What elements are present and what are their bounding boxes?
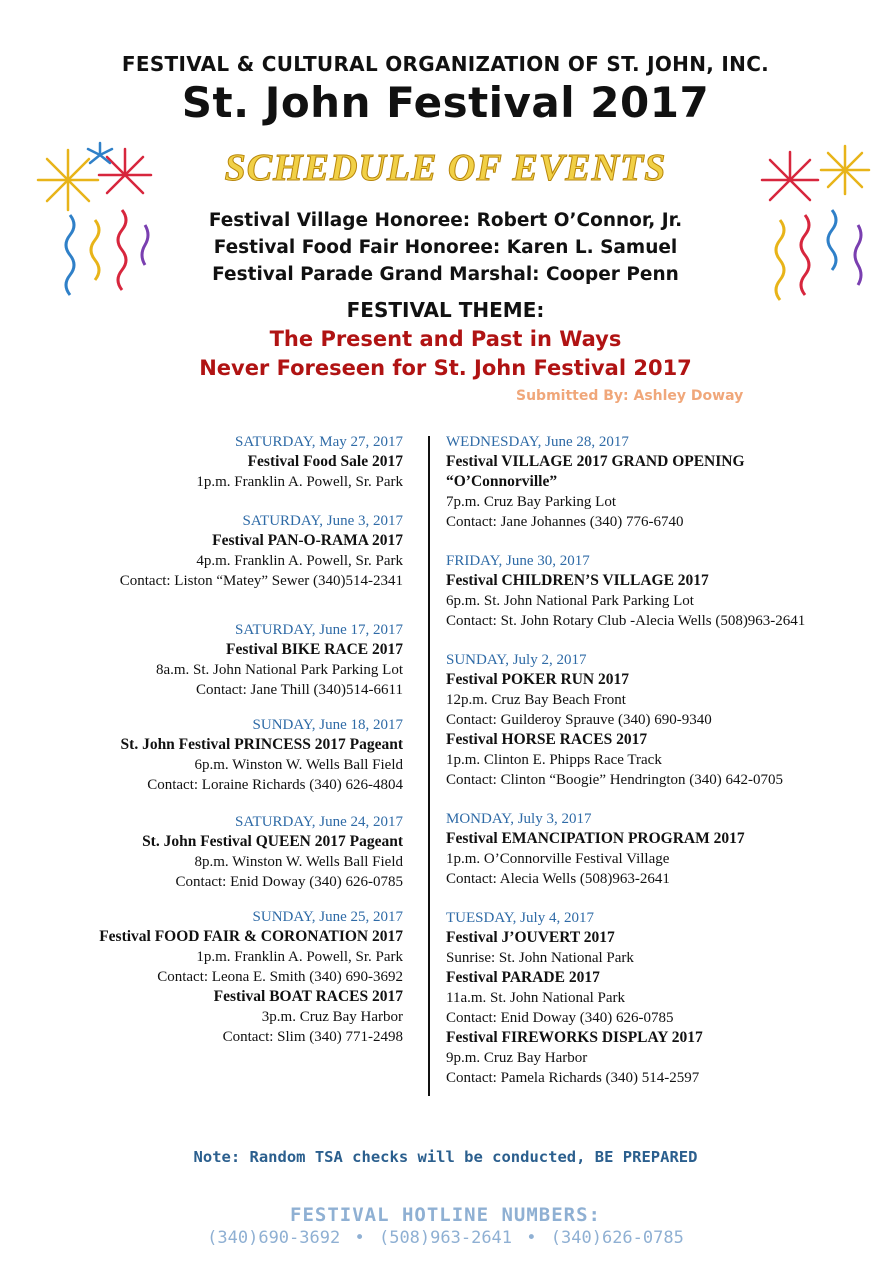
event-name: St. John Festival PRINCESS 2017 Pageant <box>120 736 403 753</box>
event-detail: 1p.m. Clinton E. Phipps Race Track <box>446 752 662 768</box>
event-name: Festival POKER RUN 2017 <box>446 671 629 688</box>
event-detail: Contact: Loraine Richards (340) 626-4804 <box>147 777 403 793</box>
event-detail: 12p.m. Cruz Bay Beach Front <box>446 692 626 708</box>
event-detail: Contact: Enid Doway (340) 626-0785 <box>175 874 403 890</box>
event-date: SATURDAY, June 17, 2017 <box>235 622 403 638</box>
event-date: SATURDAY, June 3, 2017 <box>242 513 403 529</box>
event-detail: 8p.m. Winston W. Wells Ball Field <box>194 854 403 870</box>
hotline-separator: • <box>526 1228 537 1248</box>
hotline-number: (340)690-3692 <box>207 1228 341 1248</box>
schedule-heading: SCHEDULE OF EVENTS <box>224 147 667 189</box>
event-name: Festival VILLAGE 2017 GRAND OPENING <box>446 453 745 470</box>
organization-name: FESTIVAL & CULTURAL ORGANIZATION OF ST. JOHN, INC. <box>121 52 770 76</box>
event-detail: Contact: Alecia Wells (508)963-2641 <box>446 871 670 887</box>
event-detail: Contact: Slim (340) 771-2498 <box>222 1029 403 1045</box>
event-name: Festival PARADE 2017 <box>446 969 600 986</box>
event-name: Festival Food Sale 2017 <box>247 453 403 470</box>
theme-line-1: The Present and Past in Ways <box>269 327 622 351</box>
event-name: Festival HORSE RACES 2017 <box>446 731 648 748</box>
schedule-day <box>20 511 403 591</box>
theme-line-2: Never Foreseen for St. John Festival 2017 <box>199 356 692 380</box>
honoree-village: Festival Village Honoree: Robert O’Connor, Jr. <box>208 210 683 231</box>
event-detail: 9p.m. Cruz Bay Harbor <box>446 1050 588 1066</box>
event-date: SUNDAY, July 2, 2017 <box>446 652 587 668</box>
hotline-number: (340)626-0785 <box>550 1228 684 1248</box>
schedule-left-column <box>20 432 403 1047</box>
event-detail: Contact: Jane Johannes (340) 776-6740 <box>446 514 684 530</box>
event-name: Festival EMANCIPATION PROGRAM 2017 <box>446 830 745 847</box>
page-title: St. John Festival 2017 <box>181 78 710 127</box>
event-name: Festival BOAT RACES 2017 <box>213 988 403 1005</box>
submitted-by: Submitted By: Ashley Doway <box>516 388 744 404</box>
theme-heading: FESTIVAL THEME: <box>346 298 545 322</box>
event-date: SATURDAY, May 27, 2017 <box>235 434 403 450</box>
hotline-numbers <box>0 1228 891 1248</box>
event-name: Festival PAN-O-RAMA 2017 <box>212 532 403 549</box>
hotline-number: (508)963-2641 <box>378 1228 513 1248</box>
column-divider <box>428 436 430 1096</box>
event-date: MONDAY, July 3, 2017 <box>446 811 592 827</box>
event-detail: 6p.m. Winston W. Wells Ball Field <box>194 757 403 773</box>
hotline-label: FESTIVAL HOTLINE NUMBERS: <box>290 1204 601 1226</box>
event-detail: 3p.m. Cruz Bay Harbor <box>261 1009 403 1025</box>
event-detail: 4p.m. Franklin A. Powell, Sr. Park <box>196 553 403 569</box>
event-detail: Contact: Leona E. Smith (340) 690-3692 <box>157 969 403 985</box>
honorees-list <box>0 207 891 288</box>
schedule-day <box>20 907 403 1047</box>
event-detail: Sunrise: St. John National Park <box>446 950 634 966</box>
tsa-note: Note: Random TSA checks will be conducted, BE PREPARED <box>193 1148 698 1166</box>
event-name: Festival FOOD FAIR & CORONATION 2017 <box>99 928 403 945</box>
hotline-separator: • <box>354 1228 365 1248</box>
event-detail: Contact: Enid Doway (340) 626-0785 <box>446 1010 674 1026</box>
event-detail: Contact: Clinton “Boogie” Hendrington (340) 642-0705 <box>446 772 784 788</box>
event-detail: 1p.m. Franklin A. Powell, Sr. Park <box>196 949 403 965</box>
event-detail: 11a.m. St. John National Park <box>446 990 626 1006</box>
event-name: Festival FIREWORKS DISPLAY 2017 <box>446 1029 703 1046</box>
schedule-day <box>20 620 403 700</box>
event-detail: 1p.m. Franklin A. Powell, Sr. Park <box>196 474 403 490</box>
event-date: FRIDAY, June 30, 2017 <box>446 553 590 569</box>
event-detail: Contact: Jane Thill (340)514-6611 <box>195 682 403 698</box>
event-name: Festival CHILDREN’S VILLAGE 2017 <box>446 572 709 589</box>
event-detail: 6p.m. St. John National Park Parking Lot <box>446 593 694 609</box>
schedule-right-column <box>446 432 886 1088</box>
event-date: SATURDAY, June 24, 2017 <box>235 814 403 830</box>
event-name: “O’Connorville” <box>446 473 558 490</box>
event-detail: 1p.m. O’Connorville Festival Village <box>446 851 670 867</box>
honoree-grand-marshal: Festival Parade Grand Marshal: Cooper Penn <box>212 264 679 285</box>
schedule-day <box>446 650 886 790</box>
schedule-day <box>20 432 403 492</box>
event-detail: Contact: Liston “Matey” Sewer (340)514-2341 <box>119 573 403 589</box>
schedule-day <box>446 809 886 889</box>
schedule-day <box>446 908 886 1088</box>
schedule-day <box>446 432 886 532</box>
honoree-food-fair: Festival Food Fair Honoree: Karen L. Samuel <box>213 237 678 258</box>
event-detail: Contact: Guilderoy Sprauve (340) 690-9340 <box>446 712 712 728</box>
event-date: WEDNESDAY, June 28, 2017 <box>446 434 629 450</box>
event-detail: 7p.m. Cruz Bay Parking Lot <box>446 494 616 510</box>
event-name: St. John Festival QUEEN 2017 Pageant <box>142 833 403 850</box>
event-detail: 8a.m. St. John National Park Parking Lot <box>155 662 403 678</box>
event-detail: Contact: Pamela Richards (340) 514-2597 <box>446 1070 700 1086</box>
event-date: SUNDAY, June 18, 2017 <box>252 717 403 733</box>
event-detail: Contact: St. John Rotary Club -Alecia Wells (508)963-2641 <box>446 613 806 629</box>
schedule-day <box>20 812 403 892</box>
schedule-day <box>20 715 403 795</box>
schedule-day <box>446 551 886 631</box>
event-name: Festival BIKE RACE 2017 <box>226 641 403 658</box>
event-date: SUNDAY, June 25, 2017 <box>252 909 403 925</box>
event-name: Festival J’OUVERT 2017 <box>446 929 615 946</box>
event-date: TUESDAY, July 4, 2017 <box>446 910 594 926</box>
